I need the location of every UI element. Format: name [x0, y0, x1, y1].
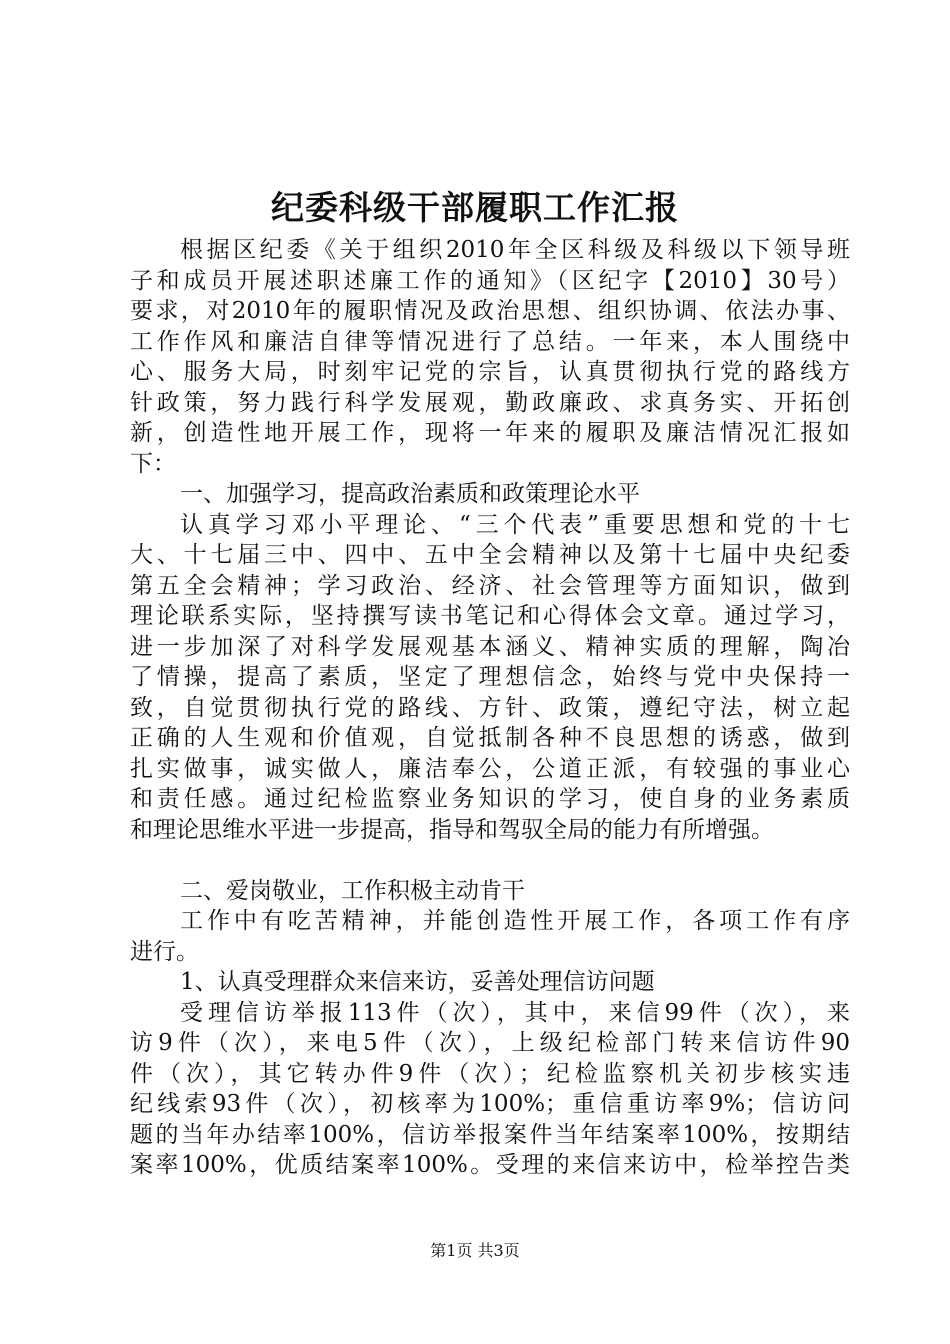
paragraph-line: 和理论思维水平进一步提高，指导和驾驭全局的能力有所增强。 — [130, 816, 774, 843]
subsection-heading: 1、认真受理群众来信来访，妥善处理信访问题 — [180, 969, 655, 995]
paragraph-line: 理论联系实际，坚持撰写读书笔记和心得体会文章。通过学习， — [130, 603, 850, 629]
document-body — [130, 235, 850, 1181]
paragraph-line: 和责任感。通过纪检监察业务知识的学习，使自身的业务素质 — [130, 786, 850, 812]
paragraph-line: 件（次），其它转办件9件（次）；纪检监察机关初步核实违 — [130, 1060, 850, 1087]
paragraph-line: 新，创造性地开展工作，现将一年来的履职及廉洁情况汇报如 — [130, 420, 850, 446]
section-heading: 一、加强学习，提高政治素质和政策理论水平 — [180, 481, 640, 507]
paragraph-line: 了情操，提高了素质，坚定了理想信念，始终与党中央保持一 — [130, 664, 850, 690]
paragraph-line: 工作中有吃苦精神，并能创造性开展工作，各项工作有序 — [180, 908, 850, 934]
paragraph-line: 进行。 — [130, 938, 199, 965]
paragraph-line: 第五全会精神；学习政治、经济、社会管理等方面知识，做到 — [130, 572, 850, 599]
paragraph-line: 致，自觉贯彻执行党的路线、方针、政策，遵纪守法，树立起 — [130, 694, 850, 721]
paragraph-line: 心、服务大局，时刻牢记党的宗旨，认真贯彻执行党的路线方 — [130, 359, 850, 385]
paragraph-line: 受理信访举报113件（次），其中，来信99件（次），来 — [180, 999, 850, 1026]
paragraph-line: 纪线索93件（次），初核率为100%；重信重访率9%；信访问 — [130, 1091, 850, 1117]
paragraph-line: 工作作风和廉洁自律等情况进行了总结。一年来，本人围绕中 — [130, 328, 850, 355]
paragraph-line: 正确的人生观和价值观，自觉抵制各种不良思想的诱惑，做到 — [130, 725, 850, 751]
paragraph-line: 认真学习邓小平理论、“三个代表”重要思想和党的十七 — [180, 511, 850, 538]
paragraph-line: 题的当年办结率100%，信访举报案件当年结案率100%，按期结 — [130, 1121, 850, 1148]
paragraph-line: 案率100%，优质结案率100%。受理的来信来访中，检举控告类 — [130, 1152, 850, 1178]
paragraph-line: 扎实做事，诚实做人，廉洁奉公，公道正派，有较强的事业心 — [130, 755, 850, 782]
paragraph-line: 要求，对2010年的履职情况及政治思想、组织协调、依法办事、 — [130, 298, 850, 324]
blank-line — [130, 845, 850, 876]
section-heading: 二、爱岗敬业，工作积极主动肯干 — [180, 877, 525, 904]
paragraph-line: 子和成员开展述职述廉工作的通知》（区纪字【2010】30号） — [130, 267, 850, 294]
document-title: 纪委科级干部履职工作汇报 — [271, 188, 679, 227]
paragraph-line: 根据区纪委《关于组织2010年全区科级及科级以下领导班 — [180, 237, 850, 263]
paragraph-line: 进一步加深了对科学发展观基本涵义、精神实质的理解，陶冶 — [130, 633, 850, 660]
paragraph-line: 下： — [130, 450, 176, 477]
paragraph-line: 大、十七届三中、四中、五中全会精神以及第十七届中央纪委 — [130, 542, 850, 568]
paragraph-line: 访9件（次），来电5件（次），上级纪检部门转来信访件90 — [130, 1030, 850, 1056]
page-footer: 第1页 共3页 — [430, 1241, 520, 1260]
paragraph-line: 针政策，努力践行科学发展观，勤政廉政、求真务实、开拓创 — [130, 389, 850, 416]
